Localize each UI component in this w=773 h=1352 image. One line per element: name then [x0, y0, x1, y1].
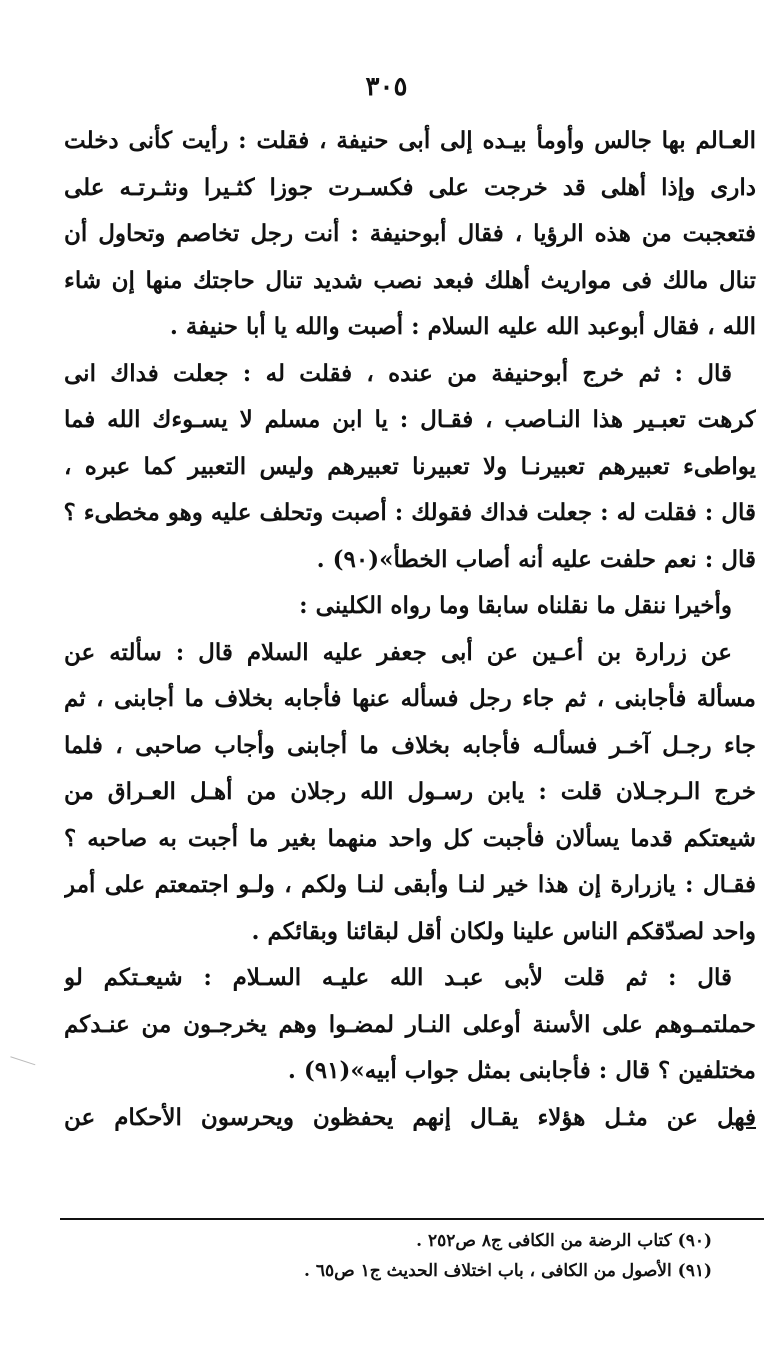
- page-number: ٣٠٥: [365, 72, 408, 102]
- text-line-6: قال : ثم خرج أبوحنيفة من عنده ، فقلت له : جعلت فداك انى: [64, 359, 732, 387]
- text-line-1: العـالم بها جالس وأومأ بيـده إلى أبى حنيفة ، فقلت : رأيت كأنى دخلت: [64, 127, 756, 154]
- footnote-91: (٩١) الأصول من الكافى ، باب اختلاف الحديث ج١ ص٦٥ .: [304, 1261, 712, 1281]
- text-line-7: كرهت تعبـير هذا النـاصب ، فقـال : يا ابن مسلم لا يسـوءك الله فما: [64, 406, 756, 433]
- text-line-17: فقـال : يازرارة إن هذا خير لنـا وأبقى لنـا ولكم ، ولـو اجتمعتم على أمر: [64, 871, 756, 898]
- text-line-12: عن زرارة بن أعـين عن أبى جعفر عليه السلام قال : سألته عن: [64, 638, 732, 666]
- text-line-2: دارى وإذا أهلى قد خرجت على فكسـرت جوزا كثـيرا ونثـرتـه على: [64, 173, 756, 201]
- text-line-16: شيعتكم قدما يسألان فأجبت كل واحد منهما بغير ما أجبت به صاحبه ؟: [64, 824, 756, 852]
- underlined-word: فهل: [716, 1103, 756, 1131]
- text-line-3: فتعجبت من هذه الرؤيا ، فقال أبوحنيفة : أنت رجل تخاصم وتحاول أن: [64, 220, 756, 247]
- text-line-22: [64, 1095, 756, 1142]
- text-line-13: مسألة فأجابنى ، ثم جاء رجل فسأله عنها فأجابه بخلاف ما أجابنى ، ثم: [64, 685, 756, 712]
- text-line-19: قال : ثم قلت لأبى عبـد الله عليـه السـلام : شيعـتكم لو: [64, 964, 732, 991]
- margin-pencil-mark: [7, 1056, 36, 1076]
- footnote-90: (٩٠) كتاب الرضة من الكافى ج٨ ص٢٥٢ .: [416, 1231, 712, 1251]
- footnote-divider: [60, 1218, 764, 1220]
- text-line-10: قال : نعم حلفت عليه أنه أصاب الخطأ»(٩٠) .: [316, 545, 756, 573]
- footnotes: [200, 1226, 712, 1286]
- text-line-4: تنال مالك فى مواريث أهلك فبعد نصب شديد تنال حاجتك منها إن شاء: [64, 266, 756, 294]
- text-line-20: حملتمـوهم على الأسنة أوعلى النـار لمضـوا وهم يخرجـون من عنـدكم: [64, 1010, 756, 1038]
- text-line-15: خرج الـرجـلان قلت : يابن رسـول الله رجلان من أهـل العـراق من: [64, 778, 756, 805]
- text-line-21: مختلفين ؟ قال : فأجابنى بمثل جواب أبيه»(٩١) .: [287, 1057, 756, 1084]
- text-line-18: واحد لصدّقكم الناس علينا ولكان أقل لبقائنا وبقائكم .: [251, 917, 756, 945]
- text-line-22-rest: عن مثـل هؤلاء يقـال إنهم يحفظون ويحرسون الأحكام عن: [64, 1103, 717, 1131]
- text-line-9: قال : فقلت له : جعلت فداك فقولك : أصبت وتحلف عليه وهو مخطىء ؟: [64, 499, 756, 526]
- text-line-8: يواطىء تعبيرهم تعبيرنـا ولا تعبيرنا تعبيرهم وليس التعبير كما عبره ،: [64, 452, 756, 480]
- text-line-5: الله ، فقال أبوعبد الله عليه السلام : أصبت والله يا أبا حنيفة .: [169, 313, 756, 340]
- body-text: [64, 118, 756, 1141]
- text-line-14: جاء رجـل آخـر فسألـه فأجابه بخلاف ما أجابنى وأجاب صاحبى ، فلما: [64, 731, 756, 759]
- text-line-11: وأخيرا ننقل ما نقلناه سابقا وما رواه الكلينى :: [299, 592, 732, 619]
